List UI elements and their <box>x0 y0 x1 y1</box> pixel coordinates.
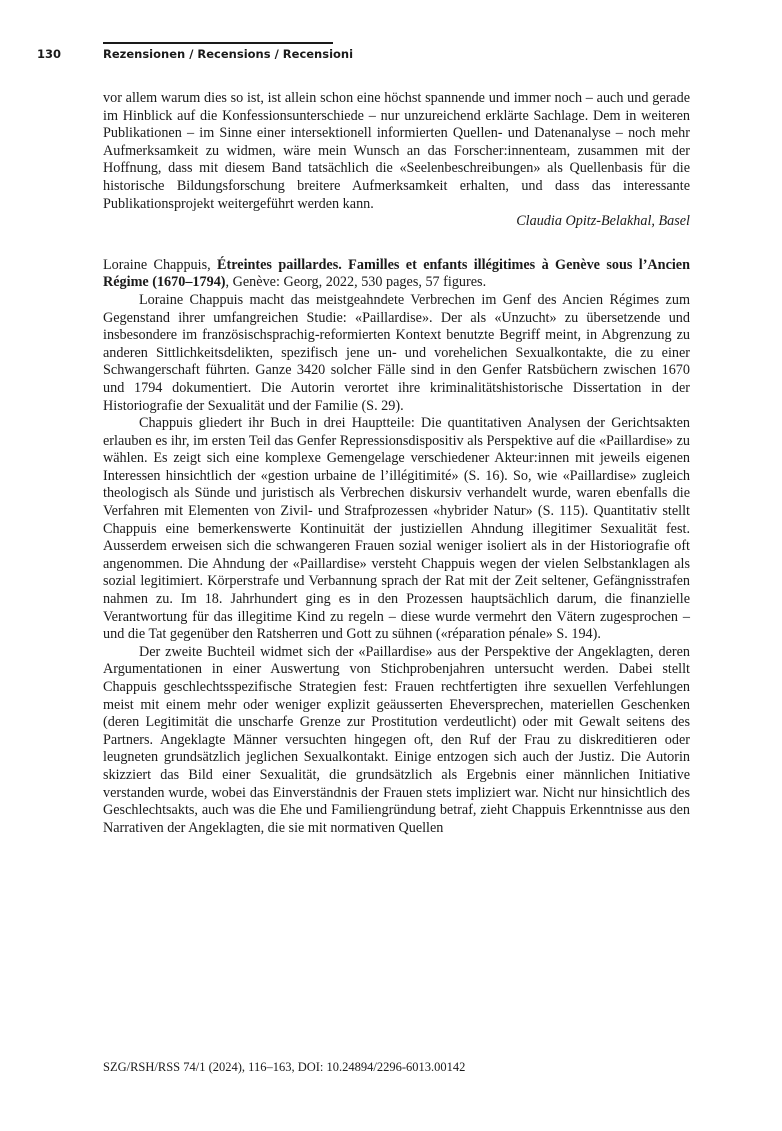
book-reference <box>103 257 690 292</box>
page-number: 130 <box>37 47 62 61</box>
review2-paragraph-3: Der zweite Buchteil widmet sich der «Paillardise» aus der Perspektive der Angeklagten, deren Argumentationen in einer Auswertung von Stichprobenjahren untersucht werden. Dabei stellt Chappuis geschlechtsspezifische Strategien fest: Frauen rechtfertigten ihre sexuellen Verfehlungen meist mit einem mehr oder weniger explizit geäusserten Eheversprechen, materiellen Geschenken (deren Legitimität die unscharfe Grenze zur Prostitution verdeutlicht) oder mit Gewalt seitens des Partners. Angeklagte Männer versuchten hingegen oft, den Ruf der Frau zu diskreditieren oder leugneten grundsätzlich jeglichen Sexualkontakt. Einige entzogen sich auch der Justiz. Die Autorin skizziert das Bild einer Sexualität, die grundsätzlich als Ergebnis einer männlichen Initiative verstanden wurde, wobei das Einverständnis der Frauen stets impliziert war. Nicht nur hinsichtlich des Geschlechtsakts, auch was die Ehe und Familiengründung betraf, zieht Chappuis Erkenntnisse aus den Narrativen der Angeklagten, die sie mit normativen Quellen <box>103 643 690 836</box>
reviewer-signature: Claudia Opitz-Belakhal, Basel <box>516 213 690 230</box>
page <box>37 0 690 1131</box>
book-title: Étreintes paillardes. Familles et enfants illégitimes à Genève sous l’Ancien Régime (1670–1794) <box>103 256 690 291</box>
main-text <box>103 90 690 837</box>
book-author: Loraine Chappuis, <box>103 256 211 273</box>
header-rule <box>103 42 333 44</box>
review2-paragraph-2: Chappuis gliedert ihr Buch in drei Hauptteile: Die quantitativen Analysen der Gerichtsakten erlauben es ihr, im ersten Teil das Genfer Repressionsdispositiv als Perspektive auf die «Paillardise» zu wählen. Es zeigt sich eine komplexe Gemengelage verschiedener Akteur:innen mit jeweils eigenen Interessen hinsichtlich der «gestion urbaine de l’illégitimité» (S. 16). So, wie «Paillardise» zugleich theologisch als Sünde und juristisch als Verbrechen diskursiv verhandelt wurde, waren ebenfalls die Verfahren mit Elementen von Zivil- und Strafprozessen «hybrider Natur» (S. 115). Quantitativ stellt Chappuis eine bemerkenswerte Kontinuität der justiziellen Ahndung illegitimer Sexualität fest. Ausserdem erweisen sich die schwangeren Frauen sozial weniger isoliert als in der Historiografie oft angenommen. Die Ahndung der «Paillardise» versteht Chappuis wegen der vielen Selbstanklagen als sozial legitimiert. Körperstrafe und Verbannung sprach der Rat mit der Zeit seltener, Gefängnisstrafen nahmen zu. Im 18. Jahrhundert ging es in den Prozessen hauptsächlich darum, die finanzielle Verantwortung für das illegitime Kind zu regeln – diese wurde vermehrt den Vätern zugesprochen – und die Tat gegenüber den Ratsherren und Gott zu sühnen («réparation pénale» S. 194). <box>103 415 690 643</box>
section-title: Rezensionen / Recensions / Recensioni <box>103 47 354 61</box>
review1-continuation: vor allem warum dies so ist, ist allein schon eine höchst spannende und immer noch – auch und gerade im Hinblick auf die Konfessionsunterschiede – nur unzureichend erklärte Sachlage. Dem in weiteren Publikationen – im Sinne einer intersektionell informierten Quellen- und Datenanalyse – noch mehr Aufmerksamkeit zu widmen, wäre mein Wunsch an das Forscher:innenteam, zusammen mit der Hoffnung, dass mit diesem Band tatsächlich die «Seelenbeschreibungen» als Quellenbasis für die historische Bildungsforschung breitere Aufmerksamkeit erhalten, und dass das interessante Publikationsprojekt weitergeführt werden kann. <box>103 90 690 212</box>
book-publication: , Genève: Georg, 2022, 530 pages, 57 figures. <box>225 274 487 291</box>
running-head <box>37 46 690 62</box>
journal-citation: SZG/RSH/RSS 74/1 (2024), 116–163, DOI: 10.24894/2296-6013.00142 <box>103 1060 466 1074</box>
review-separator <box>103 231 690 257</box>
review2-paragraph-1: Loraine Chappuis macht das meistgeahndete Verbrechen im Genf des Ancien Régimes zum Gegenstand ihrer umfangreichen Studie: «Paillardise». Der als «Unzucht» zu übersetzende und insbesondere im französischsprachig-reformierten Kontext benutzte Begriff meint, in Abgrenzung zu anderen Sittlichkeitsdelikten, spezifisch jene un- und vorehelichen Sexualkontakte, die zu einer Schwangerschaft führten. Ganze 3420 solcher Fälle sind in den Genfer Ratsbüchern zwischen 1670 und 1794 dokumentiert. Die Autorin verortet ihre kriminalitätshistorische Dissertation in der Historiografie der Sexualität und der Familie (S. 29). <box>103 291 690 414</box>
